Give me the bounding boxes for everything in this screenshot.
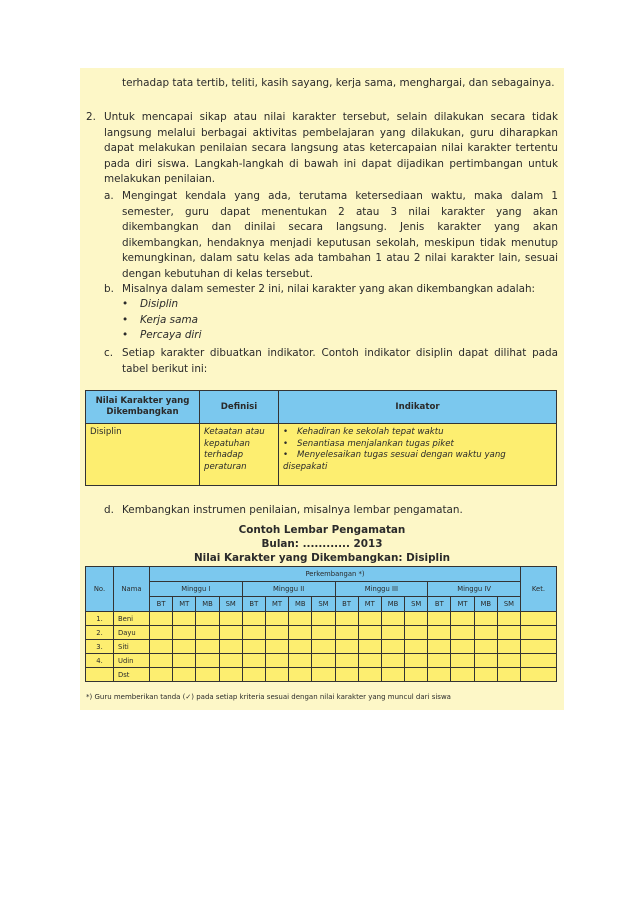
check-cell <box>405 654 428 668</box>
check-cell <box>312 640 335 654</box>
code-header: BT <box>335 597 358 612</box>
check-cell <box>521 626 557 640</box>
check-cell <box>521 612 557 626</box>
check-cell <box>150 668 173 682</box>
code-header: MB <box>289 597 312 612</box>
check-cell <box>521 654 557 668</box>
list-item: • Disiplin <box>122 297 201 313</box>
check-cell <box>242 612 265 626</box>
step-d-letter: d. <box>104 504 114 516</box>
check-cell <box>242 626 265 640</box>
code-header: MT <box>173 597 196 612</box>
item-number: 2. <box>86 111 96 123</box>
header-no: No. <box>86 567 114 612</box>
check-cell <box>497 640 520 654</box>
row-name: Siti <box>114 640 150 654</box>
header-nama: Nama <box>114 567 150 612</box>
step-d-text: Kembangkan instrumen penilaian, misalnya lembar pengamatan. <box>122 504 463 516</box>
check-cell <box>405 668 428 682</box>
character-list <box>122 297 201 344</box>
check-cell <box>219 640 242 654</box>
row-no: 4. <box>86 654 114 668</box>
check-cell <box>358 612 381 626</box>
row-no: 1. <box>86 612 114 626</box>
step-c-letter: c. <box>104 347 114 359</box>
check-cell <box>219 654 242 668</box>
header-perkembangan: Perkembangan *) <box>150 567 521 582</box>
check-cell <box>381 612 404 626</box>
table-row <box>86 612 557 626</box>
intro-text: terhadap tata tertib, teliti, kasih sayang, kerja sama, menghargai, dan sebagainya. <box>122 77 555 89</box>
code-header: BT <box>150 597 173 612</box>
check-cell <box>451 612 474 626</box>
check-cell <box>265 654 288 668</box>
sheet-title: Contoh Lembar Pengamatan <box>238 524 406 536</box>
footnote: *) Guru memberikan tanda (✓) pada setiap kriteria sesuai dengan nilai karakter yang muncul dari siswa <box>86 693 451 701</box>
check-cell <box>405 626 428 640</box>
check-cell <box>196 640 219 654</box>
check-cell <box>289 654 312 668</box>
check-cell <box>335 626 358 640</box>
check-cell <box>312 654 335 668</box>
check-cell <box>451 640 474 654</box>
table-cell-indikator <box>279 424 557 486</box>
code-header: SM <box>405 597 428 612</box>
check-cell <box>335 668 358 682</box>
list-item: • Percaya diri <box>122 328 201 344</box>
table-row <box>86 626 557 640</box>
check-cell <box>358 654 381 668</box>
code-header: MB <box>196 597 219 612</box>
step-a-letter: a. <box>104 190 114 202</box>
check-cell <box>312 668 335 682</box>
check-cell <box>312 626 335 640</box>
check-cell <box>289 612 312 626</box>
check-cell <box>428 612 451 626</box>
check-cell <box>474 612 497 626</box>
check-cell <box>242 668 265 682</box>
check-cell <box>474 626 497 640</box>
table-row <box>86 654 557 668</box>
check-cell <box>428 668 451 682</box>
check-cell <box>150 612 173 626</box>
table-cell-karakter: Disiplin <box>86 424 200 486</box>
row-no <box>86 668 114 682</box>
check-cell <box>173 654 196 668</box>
check-cell <box>196 668 219 682</box>
check-cell <box>428 640 451 654</box>
check-cell <box>381 654 404 668</box>
check-cell <box>451 668 474 682</box>
step-b-letter: b. <box>104 283 114 295</box>
check-cell <box>335 640 358 654</box>
indicator-table <box>85 390 557 486</box>
check-cell <box>173 640 196 654</box>
step-a-text: Mengingat kendala yang ada, terutama ketersediaan waktu, maka dalam 1 semester, guru dapat menentukan 2 atau 3 nilai karakter yang akan dikembangkan dan dinilai secara langsung. Jenis karakter yang akan dikembangkan, hendaknya menjadi keputusan sekolah, meskipun tidak menutup kemungkinan, dalam satu kelas ada tambahan 1 atau 2 nilai karakter lain, sesuai dengan kebutuhan di kelas tersebut. <box>122 190 558 280</box>
check-cell <box>289 626 312 640</box>
table-header: Definisi <box>200 391 279 424</box>
check-cell <box>405 640 428 654</box>
week-header: Minggu I <box>150 582 243 597</box>
check-cell <box>265 626 288 640</box>
check-cell <box>289 668 312 682</box>
check-cell <box>242 654 265 668</box>
code-header: MT <box>358 597 381 612</box>
check-cell <box>196 626 219 640</box>
check-cell <box>358 640 381 654</box>
check-cell <box>521 640 557 654</box>
row-name: Beni <box>114 612 150 626</box>
row-no: 3. <box>86 640 114 654</box>
code-header: MT <box>451 597 474 612</box>
code-header: MT <box>265 597 288 612</box>
indicator-item: • Kehadiran ke sekolah tepat waktu <box>283 427 552 439</box>
code-header: SM <box>312 597 335 612</box>
check-cell <box>196 612 219 626</box>
check-cell <box>312 612 335 626</box>
step-c-text: Setiap karakter dibuatkan indikator. Contoh indikator disiplin dapat dilihat pada tabel berikut ini: <box>122 347 558 375</box>
table-header: Indikator <box>279 391 557 424</box>
list-item: • Kerja sama <box>122 313 201 329</box>
check-cell <box>150 626 173 640</box>
check-cell <box>521 668 557 682</box>
check-cell <box>173 626 196 640</box>
check-cell <box>150 640 173 654</box>
check-cell <box>289 640 312 654</box>
check-cell <box>335 654 358 668</box>
check-cell <box>428 654 451 668</box>
check-cell <box>173 612 196 626</box>
code-header: BT <box>242 597 265 612</box>
check-cell <box>150 654 173 668</box>
row-name: Dayu <box>114 626 150 640</box>
row-no: 2. <box>86 626 114 640</box>
check-cell <box>265 640 288 654</box>
code-header: SM <box>219 597 242 612</box>
check-cell <box>358 626 381 640</box>
check-cell <box>381 640 404 654</box>
check-cell <box>451 626 474 640</box>
row-name: Udin <box>114 654 150 668</box>
check-cell <box>497 668 520 682</box>
sheet-month: Bulan: ............ 2013 <box>261 538 383 550</box>
code-header: SM <box>497 597 520 612</box>
item-text: Untuk mencapai sikap atau nilai karakter tersebut, selain dilakukan secara tidak langsung melalui berbagai aktivitas pembelajaran yang dilakukan, guru diharapkan dapat melakukan penilaian secara langsung atas ketercapaian nilai karakter tertentu pada diri siswa. Langkah-langkah di bawah ini dapat dijadikan pertimbangan untuk melakukan penilaian. <box>104 111 558 186</box>
week-header: Minggu IV <box>428 582 521 597</box>
check-cell <box>381 626 404 640</box>
check-cell <box>497 626 520 640</box>
week-header: Minggu III <box>335 582 428 597</box>
indicator-item: • Senantiasa menjalankan tugas piket <box>283 439 552 451</box>
check-cell <box>219 626 242 640</box>
check-cell <box>474 654 497 668</box>
check-cell <box>219 668 242 682</box>
check-cell <box>497 654 520 668</box>
check-cell <box>451 654 474 668</box>
check-cell <box>196 654 219 668</box>
check-cell <box>265 668 288 682</box>
table-row <box>86 668 557 682</box>
observation-table <box>85 566 557 682</box>
check-cell <box>474 640 497 654</box>
table-cell-definisi: Ketaatan atau kepatuhan terhadap peraturan <box>200 424 279 486</box>
week-header: Minggu II <box>242 582 335 597</box>
code-header: MB <box>474 597 497 612</box>
check-cell <box>381 668 404 682</box>
check-cell <box>265 612 288 626</box>
check-cell <box>497 612 520 626</box>
check-cell <box>358 668 381 682</box>
code-header: BT <box>428 597 451 612</box>
check-cell <box>405 612 428 626</box>
check-cell <box>335 612 358 626</box>
check-cell <box>219 612 242 626</box>
check-cell <box>242 640 265 654</box>
header-ket: Ket. <box>521 567 557 612</box>
row-name: Dst <box>114 668 150 682</box>
table-row <box>86 640 557 654</box>
step-b-text: Misalnya dalam semester 2 ini, nilai karakter yang akan dikembangkan adalah: <box>122 283 536 295</box>
check-cell <box>474 668 497 682</box>
code-header: MB <box>381 597 404 612</box>
check-cell <box>173 668 196 682</box>
check-cell <box>428 626 451 640</box>
indicator-item: • Menyelesaikan tugas sesuai dengan waktu yang disepakati <box>283 450 552 473</box>
table-header: Nilai Karakter yang Dikembangkan <box>86 391 200 424</box>
sheet-subtitle: Nilai Karakter yang Dikembangkan: Disiplin <box>193 552 451 564</box>
